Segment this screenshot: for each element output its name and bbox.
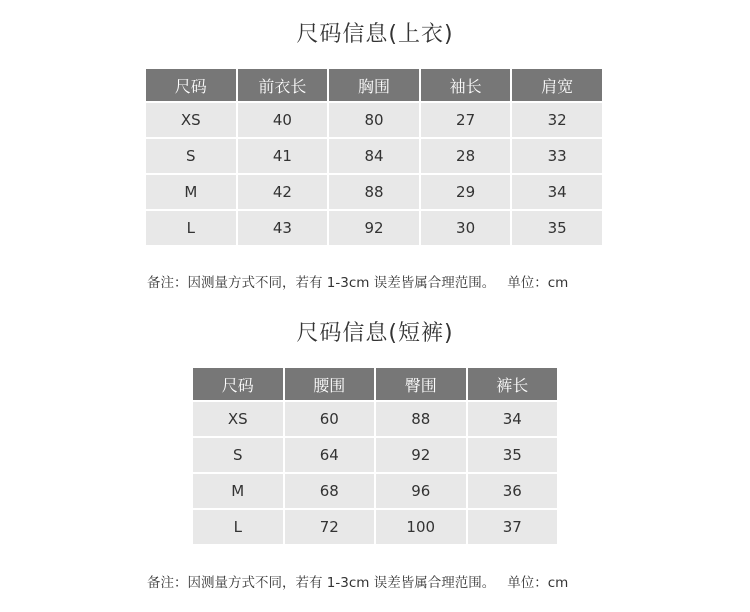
table-row (146, 139, 602, 173)
table-cell: 96 (376, 474, 466, 508)
shorts-measurement-note (147, 571, 568, 591)
header-hip: 臀围 (376, 368, 466, 400)
table-cell: 80 (329, 103, 419, 137)
note-text: 备注：因测量方式不同，若有 1-3cm 误差皆属合理范围。 (147, 275, 496, 291)
table-row (193, 438, 557, 472)
table-cell: S (193, 438, 283, 472)
table-cell: M (146, 175, 236, 209)
table-cell: 42 (238, 175, 328, 209)
table-cell: 34 (512, 175, 602, 209)
table-cell: 29 (421, 175, 511, 209)
table-row (146, 211, 602, 245)
table-cell: 43 (238, 211, 328, 245)
header-pants-length: 裤长 (468, 368, 558, 400)
table-cell: S (146, 139, 236, 173)
table-header-row (193, 368, 557, 400)
table-cell: XS (146, 103, 236, 137)
table-cell: 100 (376, 510, 466, 544)
table-row (146, 175, 602, 209)
table-cell: 64 (285, 438, 375, 472)
header-sleeve: 袖长 (421, 69, 511, 101)
note-text: 备注：因测量方式不同，若有 1-3cm 误差皆属合理范围。 (147, 575, 496, 591)
table-cell: 27 (421, 103, 511, 137)
table-cell: 60 (285, 402, 375, 436)
top-size-table (144, 67, 604, 247)
table-cell: 92 (376, 438, 466, 472)
header-size: 尺码 (146, 69, 236, 101)
unit-label: 单位：cm (507, 275, 569, 291)
top-measurement-note (147, 271, 568, 291)
table-cell: 35 (512, 211, 602, 245)
header-chest: 胸围 (329, 69, 419, 101)
table-cell: 84 (329, 139, 419, 173)
table-cell: XS (193, 402, 283, 436)
table-cell: 30 (421, 211, 511, 245)
header-waist: 腰围 (285, 368, 375, 400)
unit-label: 单位：cm (507, 575, 569, 591)
table-cell: 34 (468, 402, 558, 436)
table-cell: 35 (468, 438, 558, 472)
table-cell: 40 (238, 103, 328, 137)
table-cell: 92 (329, 211, 419, 245)
table-cell: L (146, 211, 236, 245)
table-row (193, 474, 557, 508)
table-cell: 72 (285, 510, 375, 544)
shorts-size-table (191, 366, 559, 546)
table-cell: 28 (421, 139, 511, 173)
table-row (193, 510, 557, 544)
header-front-length: 前衣长 (238, 69, 328, 101)
table-row (193, 402, 557, 436)
table-cell: 33 (512, 139, 602, 173)
table-cell: 32 (512, 103, 602, 137)
top-size-title: 尺码信息(上衣) (296, 22, 454, 47)
table-cell: 36 (468, 474, 558, 508)
table-cell: 41 (238, 139, 328, 173)
table-cell: 88 (329, 175, 419, 209)
header-shoulder: 肩宽 (512, 69, 602, 101)
header-size: 尺码 (193, 368, 283, 400)
table-cell: 88 (376, 402, 466, 436)
table-cell: 68 (285, 474, 375, 508)
table-cell: 37 (468, 510, 558, 544)
table-cell: M (193, 474, 283, 508)
table-row (146, 103, 602, 137)
table-header-row (146, 69, 602, 101)
shorts-size-title: 尺码信息(短裤) (296, 321, 454, 346)
table-cell: L (193, 510, 283, 544)
